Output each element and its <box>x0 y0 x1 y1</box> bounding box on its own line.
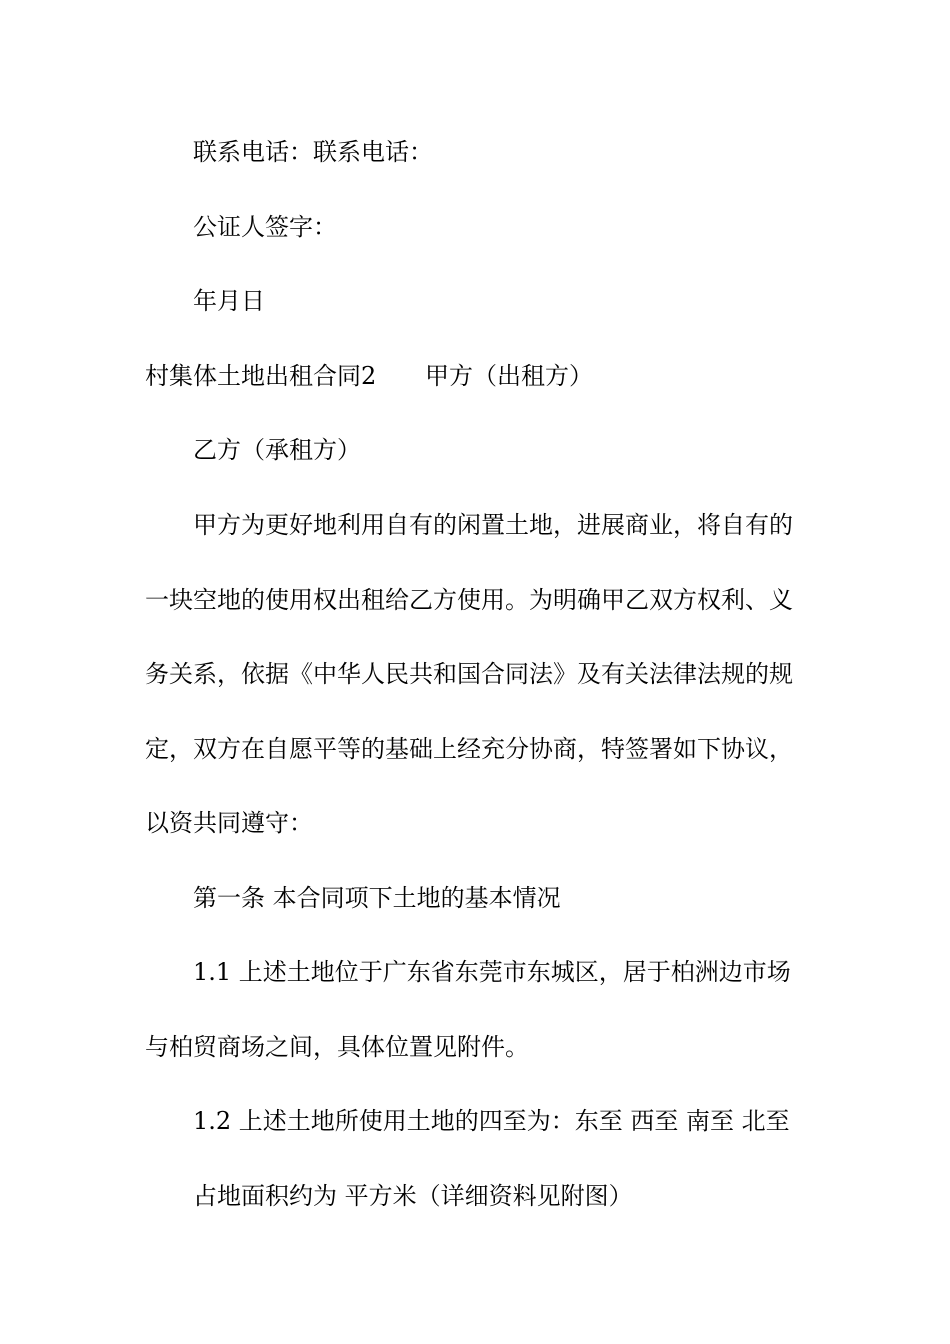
paragraph-line: 一块空地的使用权出租给乙方使用。为明确甲乙双方权利、义 <box>145 586 793 614</box>
party-b-label: 乙方（承租方） <box>193 436 361 464</box>
article-one-heading: 第一条 本合同项下土地的基本情况 <box>193 884 561 912</box>
contract-title: 村集体土地出租合同2 <box>145 362 377 390</box>
clause-1-1-line: 与柏贸商场之间，具体位置见附件。 <box>145 1033 529 1061</box>
party-a-label: 甲方（出租方） <box>425 362 593 390</box>
clause-1-2-line: 1.2 上述土地所使用土地的四至为：东至 西至 南至 北至 <box>193 1107 790 1135</box>
paragraph-line: 务关系，依据《中华人民共和国合同法》及有关法律法规的规 <box>145 660 793 688</box>
paragraph-line: 以资共同遵守： <box>145 809 313 837</box>
paragraph-line: 定，双方在自愿平等的基础上经充分协商，特签署如下协议， <box>145 735 793 763</box>
clause-1-2-line: 占地面积约为 平方米（详细资料见附图） <box>193 1182 633 1210</box>
date-line: 年月日 <box>193 287 265 315</box>
contact-phone-line: 联系电话：联系电话： <box>193 138 433 166</box>
notary-signature-line: 公证人签字： <box>193 213 337 241</box>
clause-1-1-line: 1.1 上述土地位于广东省东莞市东城区，居于柏洲边市场 <box>193 958 791 986</box>
paragraph-line: 甲方为更好地利用自有的闲置土地，进展商业，将自有的 <box>193 511 793 539</box>
